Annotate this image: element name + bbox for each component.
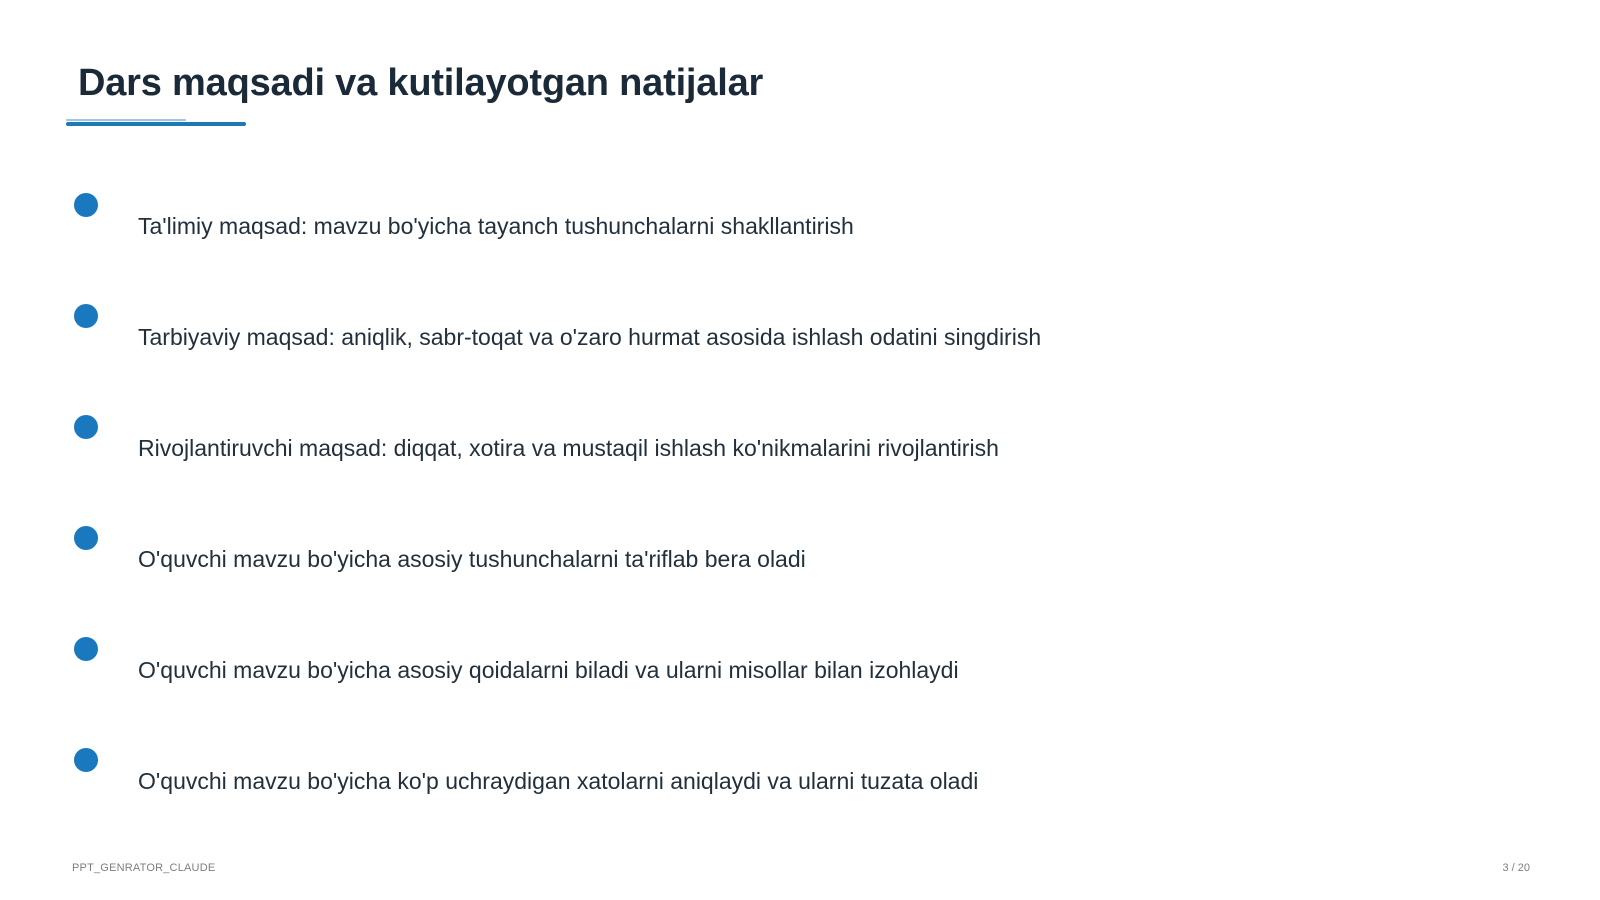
list-item [0,637,1600,697]
bullet-text: O'quvchi mavzu bo'yicha asosiy qoidalarni biladi va ularni misollar bilan izohlaydi [138,657,959,683]
bullet-dot-icon [74,748,98,772]
bullet-text: O'quvchi mavzu bo'yicha ko'p uchraydigan xatolarni aniqlaydi va ularni tuzata oladi [138,768,979,794]
bullet-dot-icon [74,526,98,550]
bullet-text: O'quvchi mavzu bo'yicha asosiy tushunchalarni ta'riflab bera oladi [138,546,806,572]
slide-title: Dars maqsadi va kutilayotgan natijalar [78,62,764,104]
page-indicator: 3 / 20 [1502,862,1530,874]
bullet-dot-icon [74,415,98,439]
list-item [0,304,1600,364]
bullet-text: Ta'limiy maqsad: mavzu bo'yicha tayanch tushunchalarni shakllantirish [138,213,854,239]
bullet-dot-icon [74,304,98,328]
list-item [0,193,1600,253]
list-item [0,415,1600,475]
bullet-dot-icon [74,637,98,661]
list-item [0,526,1600,586]
bullet-text: Rivojlantiruvchi maqsad: diqqat, xotira va mustaqil ishlash ko'nikmalarini rivojlantirish [138,435,999,461]
bullet-text: Tarbiyaviy maqsad: aniqlik, sabr-toqat va o'zaro hurmat asosida ishlash odatini singdirish [138,324,1042,350]
bullet-dot-icon [74,193,98,217]
footer-source-label: PPT_GENRATOR_CLAUDE [72,862,216,874]
list-item [0,748,1600,808]
